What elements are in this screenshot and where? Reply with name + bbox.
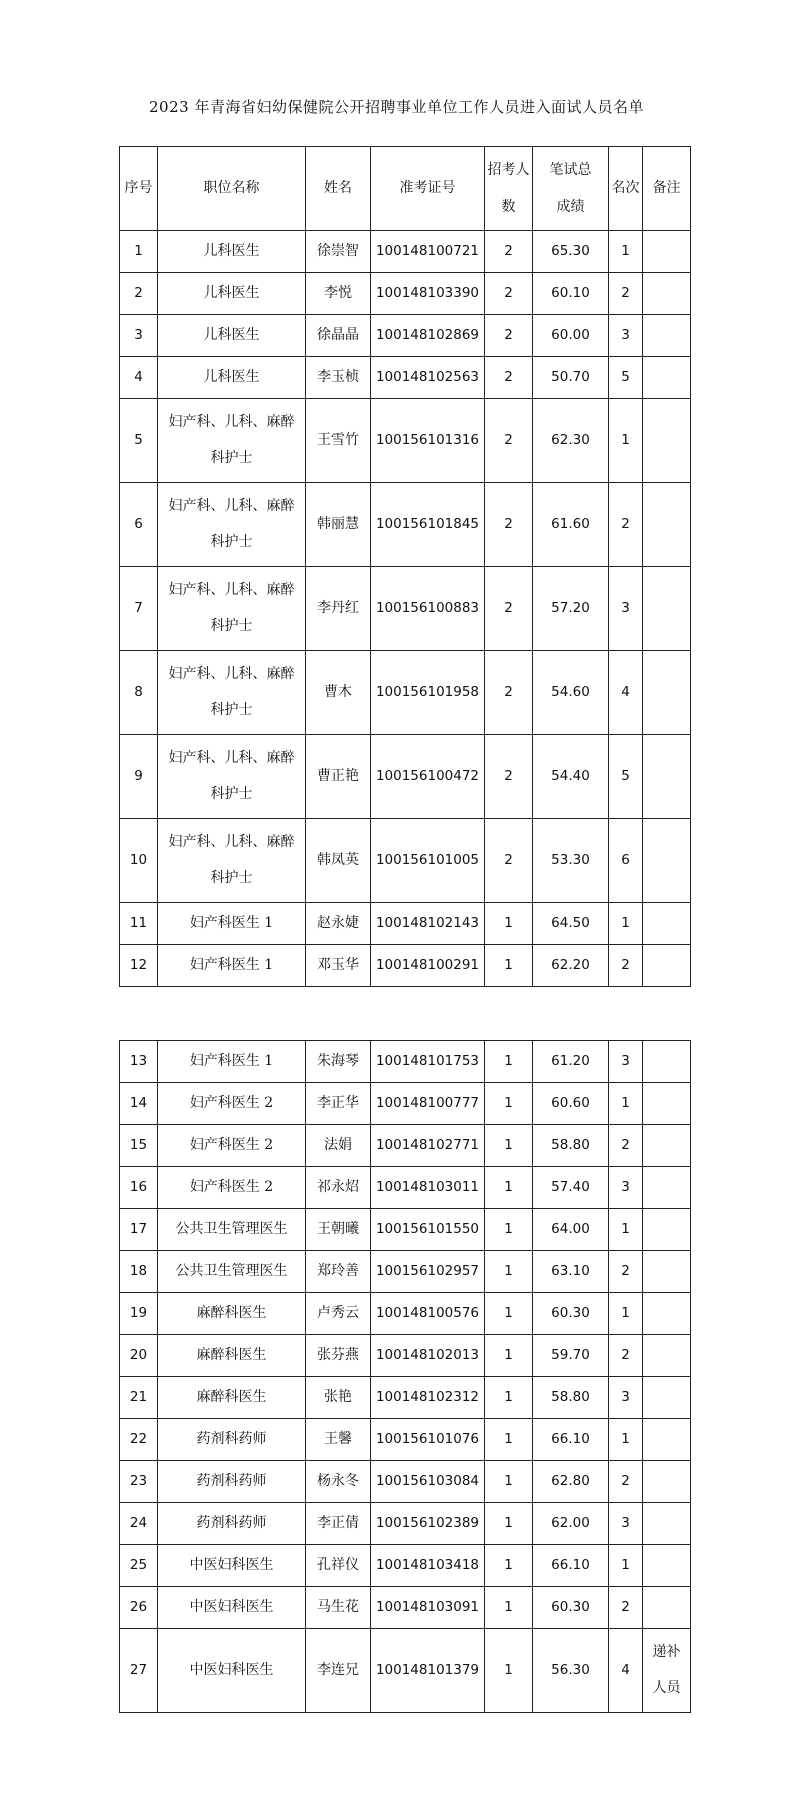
cell-exam-no: 100148100291 xyxy=(371,945,485,987)
cell-score: 50.70 xyxy=(533,357,609,399)
candidate-table-part-2 xyxy=(119,1040,691,1713)
cell-seq: 6 xyxy=(120,483,158,567)
header-score: 笔试总成绩 xyxy=(533,147,609,231)
cell-name: 孔祥仪 xyxy=(306,1545,371,1587)
cell-rank: 2 xyxy=(609,1461,643,1503)
cell-seq: 13 xyxy=(120,1041,158,1083)
cell-position: 药剂科药师 xyxy=(158,1419,306,1461)
cell-exam-no: 100156101005 xyxy=(371,819,485,903)
cell-rank: 2 xyxy=(609,1251,643,1293)
table-row xyxy=(120,1503,691,1545)
cell-score: 66.10 xyxy=(533,1545,609,1587)
cell-quota: 1 xyxy=(485,1209,533,1251)
cell-score: 64.50 xyxy=(533,903,609,945)
cell-score: 60.30 xyxy=(533,1293,609,1335)
cell-seq: 14 xyxy=(120,1083,158,1125)
cell-rank: 3 xyxy=(609,1167,643,1209)
cell-name: 王馨 xyxy=(306,1419,371,1461)
cell-note: 递补人员 xyxy=(643,1629,691,1713)
cell-quota: 1 xyxy=(485,1293,533,1335)
cell-quota: 1 xyxy=(485,1503,533,1545)
cell-score: 58.80 xyxy=(533,1125,609,1167)
cell-quota: 1 xyxy=(485,1251,533,1293)
cell-exam-no: 100148101753 xyxy=(371,1041,485,1083)
table-row xyxy=(120,273,691,315)
table-row xyxy=(120,735,691,819)
cell-name: 朱海琴 xyxy=(306,1041,371,1083)
cell-rank: 1 xyxy=(609,1419,643,1461)
cell-name: 韩丽慧 xyxy=(306,483,371,567)
cell-score: 56.30 xyxy=(533,1629,609,1713)
cell-note xyxy=(643,1461,691,1503)
table-row xyxy=(120,903,691,945)
header-seq: 序号 xyxy=(120,147,158,231)
cell-note xyxy=(643,1587,691,1629)
cell-position: 妇产科、儿科、麻醉科护士 xyxy=(158,567,306,651)
cell-seq: 3 xyxy=(120,315,158,357)
cell-quota: 1 xyxy=(485,1335,533,1377)
cell-position: 妇产科医生 1 xyxy=(158,1041,306,1083)
header-exam-no: 准考证号 xyxy=(371,147,485,231)
cell-name: 马生花 xyxy=(306,1587,371,1629)
cell-name: 李玉桢 xyxy=(306,357,371,399)
cell-note xyxy=(643,1167,691,1209)
cell-position: 妇产科、儿科、麻醉科护士 xyxy=(158,819,306,903)
cell-position: 妇产科医生 1 xyxy=(158,945,306,987)
cell-position: 妇产科医生 1 xyxy=(158,903,306,945)
cell-position: 妇产科医生 2 xyxy=(158,1083,306,1125)
cell-score: 60.00 xyxy=(533,315,609,357)
cell-name: 王朝曦 xyxy=(306,1209,371,1251)
cell-quota: 2 xyxy=(485,357,533,399)
cell-quota: 2 xyxy=(485,735,533,819)
cell-exam-no: 100156100472 xyxy=(371,735,485,819)
cell-note xyxy=(643,945,691,987)
table-row xyxy=(120,1251,691,1293)
cell-rank: 3 xyxy=(609,1041,643,1083)
cell-name: 李悦 xyxy=(306,273,371,315)
cell-note xyxy=(643,483,691,567)
cell-note xyxy=(643,399,691,483)
cell-score: 61.60 xyxy=(533,483,609,567)
cell-note xyxy=(643,357,691,399)
cell-rank: 3 xyxy=(609,1377,643,1419)
table-row xyxy=(120,1461,691,1503)
cell-quota: 1 xyxy=(485,1419,533,1461)
cell-quota: 2 xyxy=(485,819,533,903)
cell-position: 儿科医生 xyxy=(158,315,306,357)
cell-position: 中医妇科医生 xyxy=(158,1629,306,1713)
cell-quota: 1 xyxy=(485,1587,533,1629)
table-row xyxy=(120,819,691,903)
table-header-row xyxy=(120,147,691,231)
cell-seq: 19 xyxy=(120,1293,158,1335)
cell-rank: 1 xyxy=(609,231,643,273)
cell-position: 妇产科、儿科、麻醉科护士 xyxy=(158,735,306,819)
cell-exam-no: 100156101958 xyxy=(371,651,485,735)
cell-rank: 1 xyxy=(609,903,643,945)
cell-exam-no: 100156101845 xyxy=(371,483,485,567)
cell-exam-no: 100156102389 xyxy=(371,1503,485,1545)
cell-name: 曹木 xyxy=(306,651,371,735)
cell-exam-no: 100148100721 xyxy=(371,231,485,273)
cell-name: 法娟 xyxy=(306,1125,371,1167)
cell-name: 韩凤英 xyxy=(306,819,371,903)
cell-position: 妇产科医生 2 xyxy=(158,1167,306,1209)
cell-note xyxy=(643,1377,691,1419)
cell-seq: 5 xyxy=(120,399,158,483)
cell-rank: 2 xyxy=(609,1125,643,1167)
cell-note xyxy=(643,1251,691,1293)
cell-exam-no: 100148100576 xyxy=(371,1293,485,1335)
cell-seq: 15 xyxy=(120,1125,158,1167)
cell-rank: 2 xyxy=(609,483,643,567)
cell-seq: 23 xyxy=(120,1461,158,1503)
table-row xyxy=(120,651,691,735)
cell-rank: 2 xyxy=(609,945,643,987)
cell-score: 60.60 xyxy=(533,1083,609,1125)
cell-rank: 1 xyxy=(609,1209,643,1251)
cell-score: 58.80 xyxy=(533,1377,609,1419)
cell-position: 中医妇科医生 xyxy=(158,1545,306,1587)
cell-note xyxy=(643,735,691,819)
cell-note xyxy=(643,1125,691,1167)
cell-seq: 20 xyxy=(120,1335,158,1377)
cell-score: 60.10 xyxy=(533,273,609,315)
cell-exam-no: 100148103091 xyxy=(371,1587,485,1629)
cell-seq: 21 xyxy=(120,1377,158,1419)
cell-rank: 3 xyxy=(609,1503,643,1545)
cell-score: 57.20 xyxy=(533,567,609,651)
cell-name: 邓玉华 xyxy=(306,945,371,987)
cell-rank: 1 xyxy=(609,1293,643,1335)
cell-exam-no: 100148100777 xyxy=(371,1083,485,1125)
cell-exam-no: 100148103418 xyxy=(371,1545,485,1587)
cell-note xyxy=(643,1041,691,1083)
cell-score: 62.30 xyxy=(533,399,609,483)
cell-seq: 10 xyxy=(120,819,158,903)
cell-quota: 2 xyxy=(485,567,533,651)
cell-score: 62.00 xyxy=(533,1503,609,1545)
cell-note xyxy=(643,1419,691,1461)
cell-rank: 4 xyxy=(609,1629,643,1713)
cell-score: 66.10 xyxy=(533,1419,609,1461)
cell-name: 李丹红 xyxy=(306,567,371,651)
cell-seq: 22 xyxy=(120,1419,158,1461)
cell-exam-no: 100148102143 xyxy=(371,903,485,945)
cell-position: 儿科医生 xyxy=(158,357,306,399)
cell-exam-no: 100148102771 xyxy=(371,1125,485,1167)
cell-score: 57.40 xyxy=(533,1167,609,1209)
cell-quota: 1 xyxy=(485,1461,533,1503)
cell-rank: 6 xyxy=(609,819,643,903)
cell-name: 祁永炤 xyxy=(306,1167,371,1209)
cell-name: 王雪竹 xyxy=(306,399,371,483)
cell-seq: 12 xyxy=(120,945,158,987)
cell-score: 61.20 xyxy=(533,1041,609,1083)
page-title: 2023 年青海省妇幼保健院公开招聘事业单位工作人员进入面试人员名单 xyxy=(149,98,644,116)
cell-note xyxy=(643,231,691,273)
cell-exam-no: 100148102869 xyxy=(371,315,485,357)
cell-seq: 1 xyxy=(120,231,158,273)
cell-quota: 2 xyxy=(485,231,533,273)
cell-position: 麻醉科医生 xyxy=(158,1377,306,1419)
cell-rank: 5 xyxy=(609,735,643,819)
cell-name: 徐晶晶 xyxy=(306,315,371,357)
cell-quota: 2 xyxy=(485,315,533,357)
cell-position: 妇产科、儿科、麻醉科护士 xyxy=(158,651,306,735)
cell-exam-no: 100148102013 xyxy=(371,1335,485,1377)
cell-seq: 18 xyxy=(120,1251,158,1293)
table-row xyxy=(120,1587,691,1629)
cell-note xyxy=(643,1293,691,1335)
header-rank: 名次 xyxy=(609,147,643,231)
cell-quota: 1 xyxy=(485,1629,533,1713)
cell-name: 张芬燕 xyxy=(306,1335,371,1377)
cell-quota: 1 xyxy=(485,1041,533,1083)
cell-position: 妇产科医生 2 xyxy=(158,1125,306,1167)
cell-position: 儿科医生 xyxy=(158,231,306,273)
table-body-part-1 xyxy=(120,231,691,987)
header-name: 姓名 xyxy=(306,147,371,231)
table-row xyxy=(120,231,691,273)
cell-name: 李正华 xyxy=(306,1083,371,1125)
cell-score: 59.70 xyxy=(533,1335,609,1377)
cell-note xyxy=(643,1209,691,1251)
cell-note xyxy=(643,567,691,651)
cell-seq: 25 xyxy=(120,1545,158,1587)
cell-exam-no: 100148103011 xyxy=(371,1167,485,1209)
cell-name: 曹正艳 xyxy=(306,735,371,819)
cell-score: 53.30 xyxy=(533,819,609,903)
cell-note xyxy=(643,1545,691,1587)
cell-score: 54.40 xyxy=(533,735,609,819)
cell-note xyxy=(643,273,691,315)
cell-exam-no: 100148102563 xyxy=(371,357,485,399)
table-row xyxy=(120,1293,691,1335)
cell-exam-no: 100156101076 xyxy=(371,1419,485,1461)
cell-exam-no: 100156100883 xyxy=(371,567,485,651)
cell-quota: 1 xyxy=(485,1083,533,1125)
table-row xyxy=(120,1335,691,1377)
table-row xyxy=(120,567,691,651)
cell-quota: 1 xyxy=(485,1167,533,1209)
cell-position: 药剂科药师 xyxy=(158,1461,306,1503)
cell-exam-no: 100148101379 xyxy=(371,1629,485,1713)
candidate-table-part-1 xyxy=(119,146,691,987)
cell-note xyxy=(643,1083,691,1125)
cell-position: 药剂科药师 xyxy=(158,1503,306,1545)
cell-note xyxy=(643,651,691,735)
cell-exam-no: 100156103084 xyxy=(371,1461,485,1503)
cell-name: 杨永冬 xyxy=(306,1461,371,1503)
cell-rank: 2 xyxy=(609,1335,643,1377)
cell-exam-no: 100148103390 xyxy=(371,273,485,315)
cell-quota: 1 xyxy=(485,1377,533,1419)
cell-quota: 2 xyxy=(485,399,533,483)
cell-note xyxy=(643,1335,691,1377)
cell-rank: 3 xyxy=(609,315,643,357)
table-row xyxy=(120,1125,691,1167)
cell-score: 54.60 xyxy=(533,651,609,735)
cell-rank: 1 xyxy=(609,399,643,483)
table-row xyxy=(120,399,691,483)
cell-score: 62.20 xyxy=(533,945,609,987)
cell-rank: 2 xyxy=(609,273,643,315)
cell-score: 62.80 xyxy=(533,1461,609,1503)
cell-position: 麻醉科医生 xyxy=(158,1293,306,1335)
cell-quota: 1 xyxy=(485,1545,533,1587)
cell-name: 李正倩 xyxy=(306,1503,371,1545)
cell-note xyxy=(643,315,691,357)
cell-quota: 1 xyxy=(485,903,533,945)
cell-note xyxy=(643,819,691,903)
cell-seq: 17 xyxy=(120,1209,158,1251)
cell-rank: 4 xyxy=(609,651,643,735)
cell-rank: 2 xyxy=(609,1587,643,1629)
table-row xyxy=(120,483,691,567)
cell-position: 麻醉科医生 xyxy=(158,1335,306,1377)
cell-seq: 2 xyxy=(120,273,158,315)
cell-exam-no: 100156101550 xyxy=(371,1209,485,1251)
cell-position: 中医妇科医生 xyxy=(158,1587,306,1629)
cell-exam-no: 100156101316 xyxy=(371,399,485,483)
cell-seq: 8 xyxy=(120,651,158,735)
table-row xyxy=(120,945,691,987)
cell-rank: 5 xyxy=(609,357,643,399)
cell-seq: 16 xyxy=(120,1167,158,1209)
table-row xyxy=(120,1419,691,1461)
cell-exam-no: 100148102312 xyxy=(371,1377,485,1419)
header-quota: 招考人数 xyxy=(485,147,533,231)
cell-score: 63.10 xyxy=(533,1251,609,1293)
cell-rank: 1 xyxy=(609,1545,643,1587)
cell-note xyxy=(643,903,691,945)
header-position: 职位名称 xyxy=(158,147,306,231)
cell-exam-no: 100156102957 xyxy=(371,1251,485,1293)
cell-position: 公共卫生管理医生 xyxy=(158,1209,306,1251)
cell-name: 李连兄 xyxy=(306,1629,371,1713)
table-row xyxy=(120,1545,691,1587)
cell-seq: 4 xyxy=(120,357,158,399)
cell-seq: 9 xyxy=(120,735,158,819)
cell-name: 张艳 xyxy=(306,1377,371,1419)
cell-rank: 1 xyxy=(609,1083,643,1125)
cell-position: 妇产科、儿科、麻醉科护士 xyxy=(158,399,306,483)
cell-position: 妇产科、儿科、麻醉科护士 xyxy=(158,483,306,567)
header-note: 备注 xyxy=(643,147,691,231)
table-row xyxy=(120,315,691,357)
cell-name: 郑玲善 xyxy=(306,1251,371,1293)
cell-quota: 1 xyxy=(485,1125,533,1167)
cell-score: 65.30 xyxy=(533,231,609,273)
table-row xyxy=(120,1083,691,1125)
table-row xyxy=(120,1041,691,1083)
cell-seq: 11 xyxy=(120,903,158,945)
cell-name: 卢秀云 xyxy=(306,1293,371,1335)
cell-seq: 26 xyxy=(120,1587,158,1629)
table-row xyxy=(120,1209,691,1251)
cell-score: 64.00 xyxy=(533,1209,609,1251)
cell-seq: 7 xyxy=(120,567,158,651)
cell-position: 公共卫生管理医生 xyxy=(158,1251,306,1293)
cell-note xyxy=(643,1503,691,1545)
cell-score: 60.30 xyxy=(533,1587,609,1629)
cell-position: 儿科医生 xyxy=(158,273,306,315)
cell-seq: 24 xyxy=(120,1503,158,1545)
cell-name: 赵永婕 xyxy=(306,903,371,945)
cell-quota: 2 xyxy=(485,273,533,315)
table-body-part-2 xyxy=(120,1041,691,1713)
table-row xyxy=(120,1167,691,1209)
cell-quota: 2 xyxy=(485,651,533,735)
table-row xyxy=(120,1377,691,1419)
cell-rank: 3 xyxy=(609,567,643,651)
cell-quota: 2 xyxy=(485,483,533,567)
cell-seq: 27 xyxy=(120,1629,158,1713)
cell-quota: 1 xyxy=(485,945,533,987)
table-row xyxy=(120,357,691,399)
cell-name: 徐崇智 xyxy=(306,231,371,273)
table-row xyxy=(120,1629,691,1713)
